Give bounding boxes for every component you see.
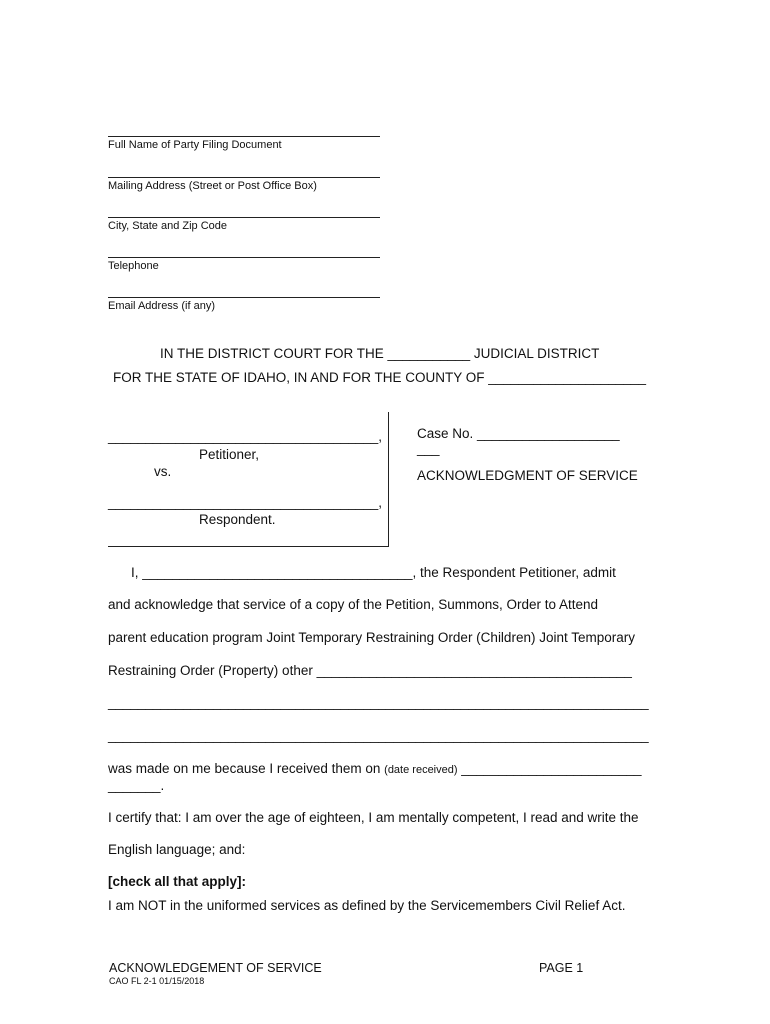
respondent-label: Respondent.: [199, 512, 276, 527]
city-label: City, State and Zip Code: [108, 220, 228, 232]
document-title: ACKNOWLEDGMENT OF SERVICE: [417, 468, 638, 483]
body-line-2: and acknowledge that service of a copy of the Petition, Summons, Order to Attend: [108, 597, 599, 612]
date-received-field[interactable]: ________________________: [457, 761, 642, 776]
certify-line-1: I certify that: I am over the age of eighteen, I am mentally competent, I read and write the: [108, 810, 639, 825]
caption-divider: [388, 412, 389, 546]
court-heading-line2: FOR THE STATE OF IDAHO, IN AND FOR THE COUNTY OF _____________________: [113, 370, 646, 385]
body-line-1: I, ____________________________________, the Respondent Petitioner, admit: [131, 565, 616, 580]
address-line[interactable]: [108, 177, 380, 178]
court-heading-line1: IN THE DISTRICT COURT FOR THE ___________ JUDICIAL DISTRICT: [160, 346, 600, 361]
date-received-text: was made on me because I received them on: [108, 761, 385, 776]
telephone-line[interactable]: [108, 257, 380, 258]
check-all-heading: [check all that apply]:: [108, 874, 247, 889]
date-received-continuation: _______.: [108, 778, 165, 793]
footer-title: ACKNOWLEDGEMENT OF SERVICE: [109, 961, 322, 975]
footer-form-id: CAO FL 2-1 01/15/2018: [109, 976, 205, 986]
email-label: Email Address (if any): [108, 300, 215, 312]
caption-bottom-rule: [108, 546, 389, 547]
versus-label: vs.: [154, 464, 172, 479]
checkbox-item-not-uniformed[interactable]: I am NOT in the uniformed services as defined by the Servicemembers Civil Relief Act.: [108, 898, 626, 913]
respondent-name-line[interactable]: ____________________________________,: [108, 495, 383, 510]
email-line[interactable]: [108, 297, 380, 298]
other-blank-line-2[interactable]: ________________________________________________________________________: [108, 728, 649, 743]
telephone-label: Telephone: [108, 260, 159, 272]
certify-line-2: English language; and:: [108, 842, 246, 857]
body-line-4: Restraining Order (Property) other __________________________________________: [108, 663, 632, 678]
address-label: Mailing Address (Street or Post Office Box): [108, 180, 317, 192]
petitioner-label: Petitioner,: [199, 447, 260, 462]
city-line[interactable]: [108, 217, 380, 218]
body-line-3: parent education program Joint Temporary Restraining Order (Children) Joint Temporary: [108, 630, 635, 645]
date-received-hint: (date received): [384, 764, 458, 776]
date-received-line: [108, 761, 641, 776]
case-number-field[interactable]: Case No. ___________________: [417, 426, 620, 441]
footer-page-number: PAGE 1: [539, 961, 584, 975]
case-number-continuation: ___: [417, 441, 440, 456]
petitioner-name-line[interactable]: ____________________________________,: [108, 429, 383, 444]
name-label: Full Name of Party Filing Document: [108, 139, 282, 151]
other-blank-line-1[interactable]: ________________________________________________________________________: [108, 695, 649, 710]
name-line[interactable]: [108, 136, 380, 137]
